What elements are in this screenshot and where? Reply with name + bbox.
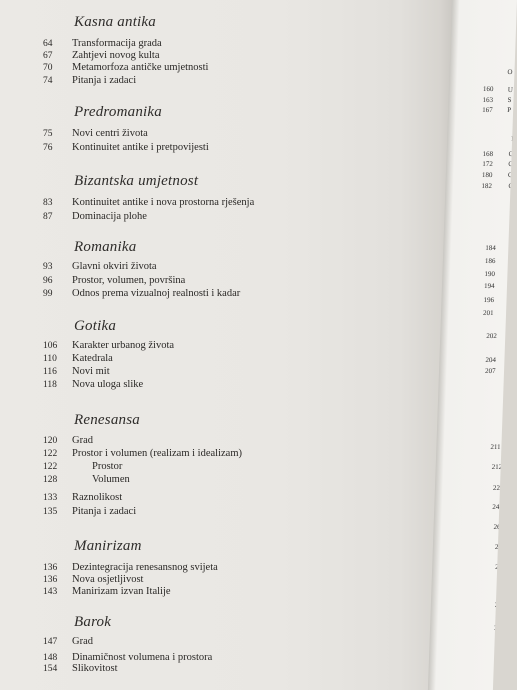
- entry-title: Karakter urbanog života: [72, 340, 175, 351]
- right-page-number: 184: [485, 244, 496, 252]
- right-page-number: 190: [484, 270, 496, 278]
- right-page-letter: C: [507, 171, 513, 179]
- page-number: 106: [43, 341, 58, 351]
- right-page-letter: U: [507, 86, 514, 94]
- right-page-number: 186: [484, 257, 496, 265]
- page-number: 93: [43, 262, 53, 272]
- page-number: 96: [43, 276, 53, 286]
- entry-title: Pitanja i zadaci: [72, 506, 137, 517]
- page-number: 120: [43, 436, 58, 446]
- right-page-number: 207: [484, 367, 496, 375]
- page-number: 122: [43, 462, 58, 472]
- right-page-number: 163: [482, 96, 494, 104]
- toc-entry: [0, 473, 440, 487]
- right-page-letter: C: [508, 182, 514, 190]
- section-title: Manirizam: [74, 538, 142, 554]
- toc-entry: [0, 74, 440, 88]
- entry-title: Raznolikost: [72, 492, 123, 503]
- entry-title: Metamorfoza antičke umjetnosti: [72, 62, 209, 73]
- right-page-number: 212: [491, 463, 503, 471]
- toc-entry: [0, 141, 440, 155]
- section-title: Kasna antika: [74, 14, 156, 30]
- section-title: Barok: [74, 614, 112, 630]
- entry-title: Odnos prema vizualnoj realnosti i kadar: [72, 288, 241, 299]
- right-page-number: 3: [493, 624, 498, 632]
- right-page-number: 167: [482, 106, 493, 114]
- entry-title: Katedrala: [72, 353, 113, 364]
- entry-title: Kontinuitet antike i pretpovijesti: [72, 142, 209, 153]
- entry-title: Dominacija plohe: [72, 211, 147, 222]
- page-number: 135: [43, 507, 58, 517]
- entry-title: Novi mit: [72, 366, 110, 377]
- page-number: 116: [43, 367, 57, 377]
- right-page-number: 211: [490, 443, 501, 451]
- right-page-letter: S: [507, 96, 512, 104]
- toc-entry: [0, 434, 440, 448]
- right-page-number: 246: [492, 503, 503, 511]
- toc-entry: [0, 287, 440, 301]
- entry-title: Prostor: [92, 461, 123, 472]
- entry-title: Novi centri života: [72, 128, 148, 139]
- page-number: 154: [43, 664, 58, 674]
- section-title: Gotika: [74, 318, 117, 334]
- toc-entry: [0, 127, 440, 141]
- right-page-number: 27: [494, 543, 503, 551]
- page-number: 87: [43, 212, 53, 222]
- page-number: 83: [43, 198, 53, 208]
- entry-title: Grad: [72, 435, 93, 446]
- page-number: 70: [43, 63, 53, 73]
- toc-entry: [0, 635, 440, 649]
- entry-title: Prostor, volumen, površina: [72, 275, 186, 286]
- toc-entry: [0, 447, 440, 461]
- right-page-number: 196: [483, 296, 495, 304]
- page-number: 128: [43, 475, 58, 485]
- entry-title: Dinamičnost volumena i prostora: [72, 652, 213, 663]
- right-page-number: 201: [482, 309, 494, 317]
- entry-title: Slikovitost: [72, 663, 118, 674]
- entry-title: Dezintegracija renesansnog svijeta: [72, 562, 218, 573]
- page-number: 147: [43, 637, 58, 647]
- entry-title: Manirizam izvan Italije: [72, 586, 171, 597]
- entry-title: Prostor i volumen (realizam i idealizam): [72, 448, 242, 459]
- entry-title: Glavni okviri života: [72, 261, 157, 272]
- entry-title: Zahtjevi novog kulta: [72, 50, 160, 61]
- toc-entry: [0, 339, 440, 353]
- toc-entry: [0, 662, 440, 676]
- right-page-number: 160: [482, 85, 494, 93]
- page-number: 67: [43, 51, 53, 61]
- right-page-number: 182: [481, 182, 493, 190]
- right-page-number: 168: [482, 150, 494, 158]
- toc-entry: [0, 61, 440, 75]
- page-number: 74: [43, 76, 53, 86]
- toc-entry: [0, 378, 440, 392]
- page-number: 122: [43, 449, 58, 459]
- page-number: 133: [43, 493, 58, 503]
- toc-entry: [0, 260, 440, 274]
- right-page-number: 202: [486, 332, 497, 340]
- right-page-number: 266: [493, 523, 505, 531]
- section-title: Bizantska umjetnost: [74, 173, 199, 189]
- right-page-number: 2: [494, 601, 499, 609]
- toc-entry: [0, 274, 440, 288]
- section-title: Romanika: [74, 239, 137, 255]
- right-page-letter: I: [511, 135, 514, 143]
- page-number: 136: [43, 563, 58, 573]
- page-number: 99: [43, 289, 53, 299]
- toc-entry: [0, 352, 440, 366]
- right-page-letter: O: [507, 68, 513, 76]
- page-number: 110: [43, 354, 57, 364]
- entry-title: Nova uloga slike: [72, 379, 144, 390]
- toc-entry: [0, 585, 440, 599]
- entry-title: Volumen: [92, 474, 130, 485]
- page-number: 64: [43, 39, 53, 49]
- toc-entry: [0, 491, 440, 505]
- right-page-letter: C: [508, 150, 514, 158]
- section-title: Renesansa: [74, 412, 140, 428]
- entry-title: Nova osjetljivost: [72, 574, 144, 585]
- right-page-number: 204: [485, 356, 497, 364]
- toc-entry: [0, 210, 440, 224]
- toc-entry: [0, 505, 440, 519]
- right-page-letter: P: [507, 106, 512, 114]
- right-page-number: 172: [482, 160, 493, 168]
- section-title: Predromanika: [74, 104, 162, 120]
- page-number: 136: [43, 575, 58, 585]
- entry-title: Kontinuitet antike i nova prostorna rješenja: [72, 197, 255, 208]
- right-page-letter: C: [508, 160, 514, 168]
- toc-entry: [0, 365, 440, 379]
- entry-title: Transformacija grada: [72, 38, 162, 49]
- toc-entry: [0, 460, 440, 474]
- right-page-number: 28: [495, 563, 503, 571]
- right-page-number: 223: [492, 484, 504, 492]
- page-number: 143: [43, 587, 58, 597]
- toc-entry: [0, 196, 440, 210]
- page-number: 148: [43, 653, 58, 663]
- page-number: 118: [43, 380, 57, 390]
- right-page-number: 194: [483, 282, 495, 290]
- right-page-number: 180: [481, 171, 493, 179]
- page-number: 75: [43, 129, 53, 139]
- page-number: 76: [43, 143, 53, 153]
- entry-title: Pitanja i zadaci: [72, 75, 137, 86]
- entry-title: Grad: [72, 636, 93, 647]
